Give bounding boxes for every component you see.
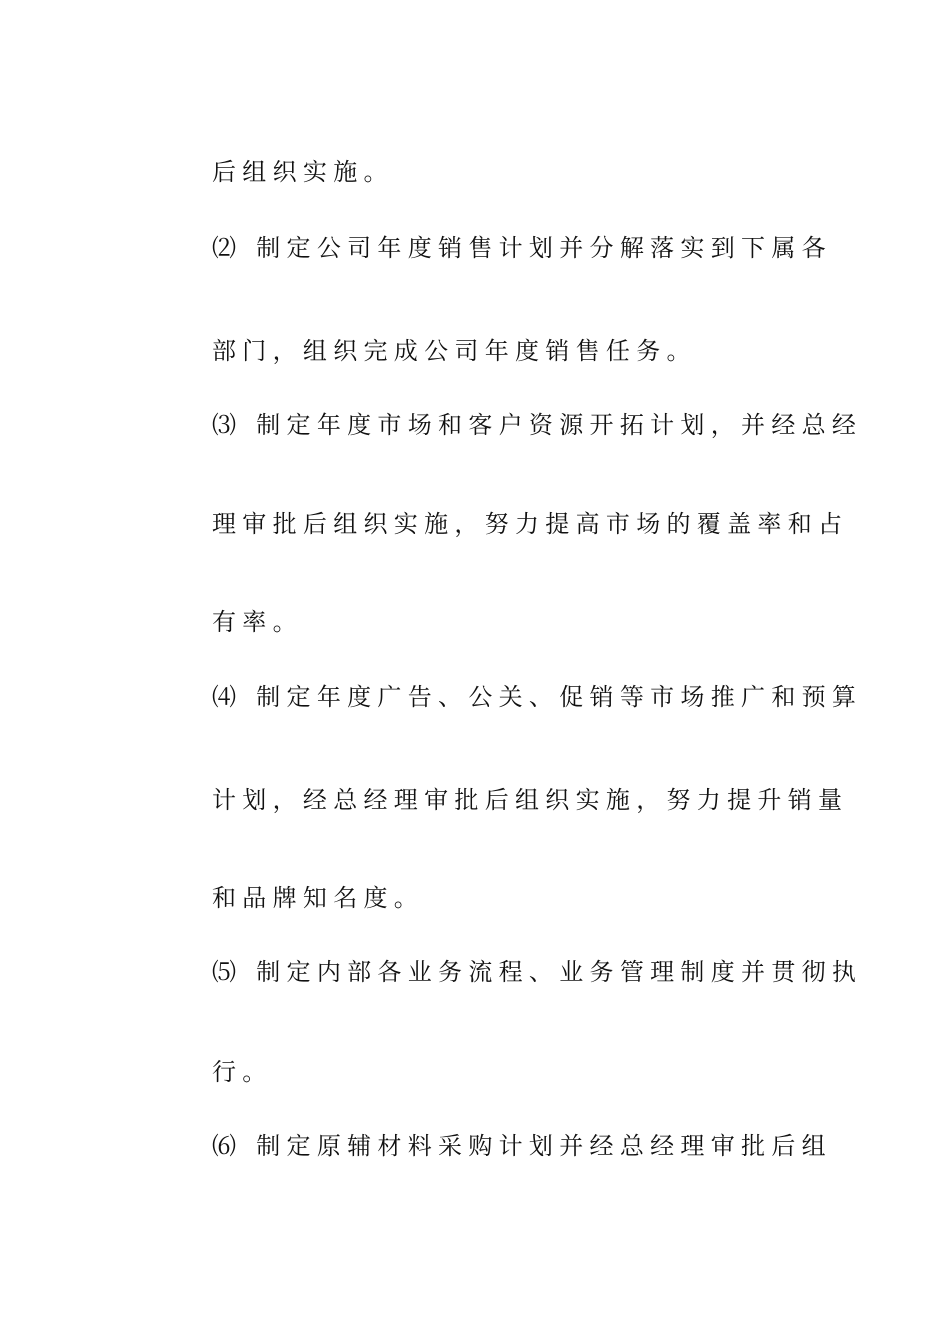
list-item-4-line-3: 和品牌知名度。	[212, 884, 425, 912]
text-line: 后组织实施。	[212, 158, 394, 186]
list-item-3-line-2: 理审批后组织实施，努力提高市场的覆盖率和占	[212, 510, 849, 538]
list-item-4-line-2: 计划，经总经理审批后组织实施，努力提升销量	[212, 786, 849, 814]
list-item-5-line-2: 行。	[212, 1058, 273, 1086]
list-item-2-line-1: ⑵ 制定公司年度销售计划并分解落实到下属各	[212, 234, 832, 262]
list-item-4-line-1: ⑷ 制定年度广告、公关、促销等市场推广和预算	[212, 683, 863, 711]
list-item-3-line-3: 有率。	[212, 608, 303, 636]
list-item-2-line-2: 部门，组织完成公司年度销售任务。	[212, 337, 697, 365]
list-item-5-line-1: ⑸ 制定内部各业务流程、业务管理制度并贯彻执	[212, 958, 863, 986]
list-item-6-line-1: ⑹ 制定原辅材料采购计划并经总经理审批后组	[212, 1132, 832, 1160]
list-item-3-line-1: ⑶ 制定年度市场和客户资源开拓计划，并经总经	[212, 411, 863, 439]
